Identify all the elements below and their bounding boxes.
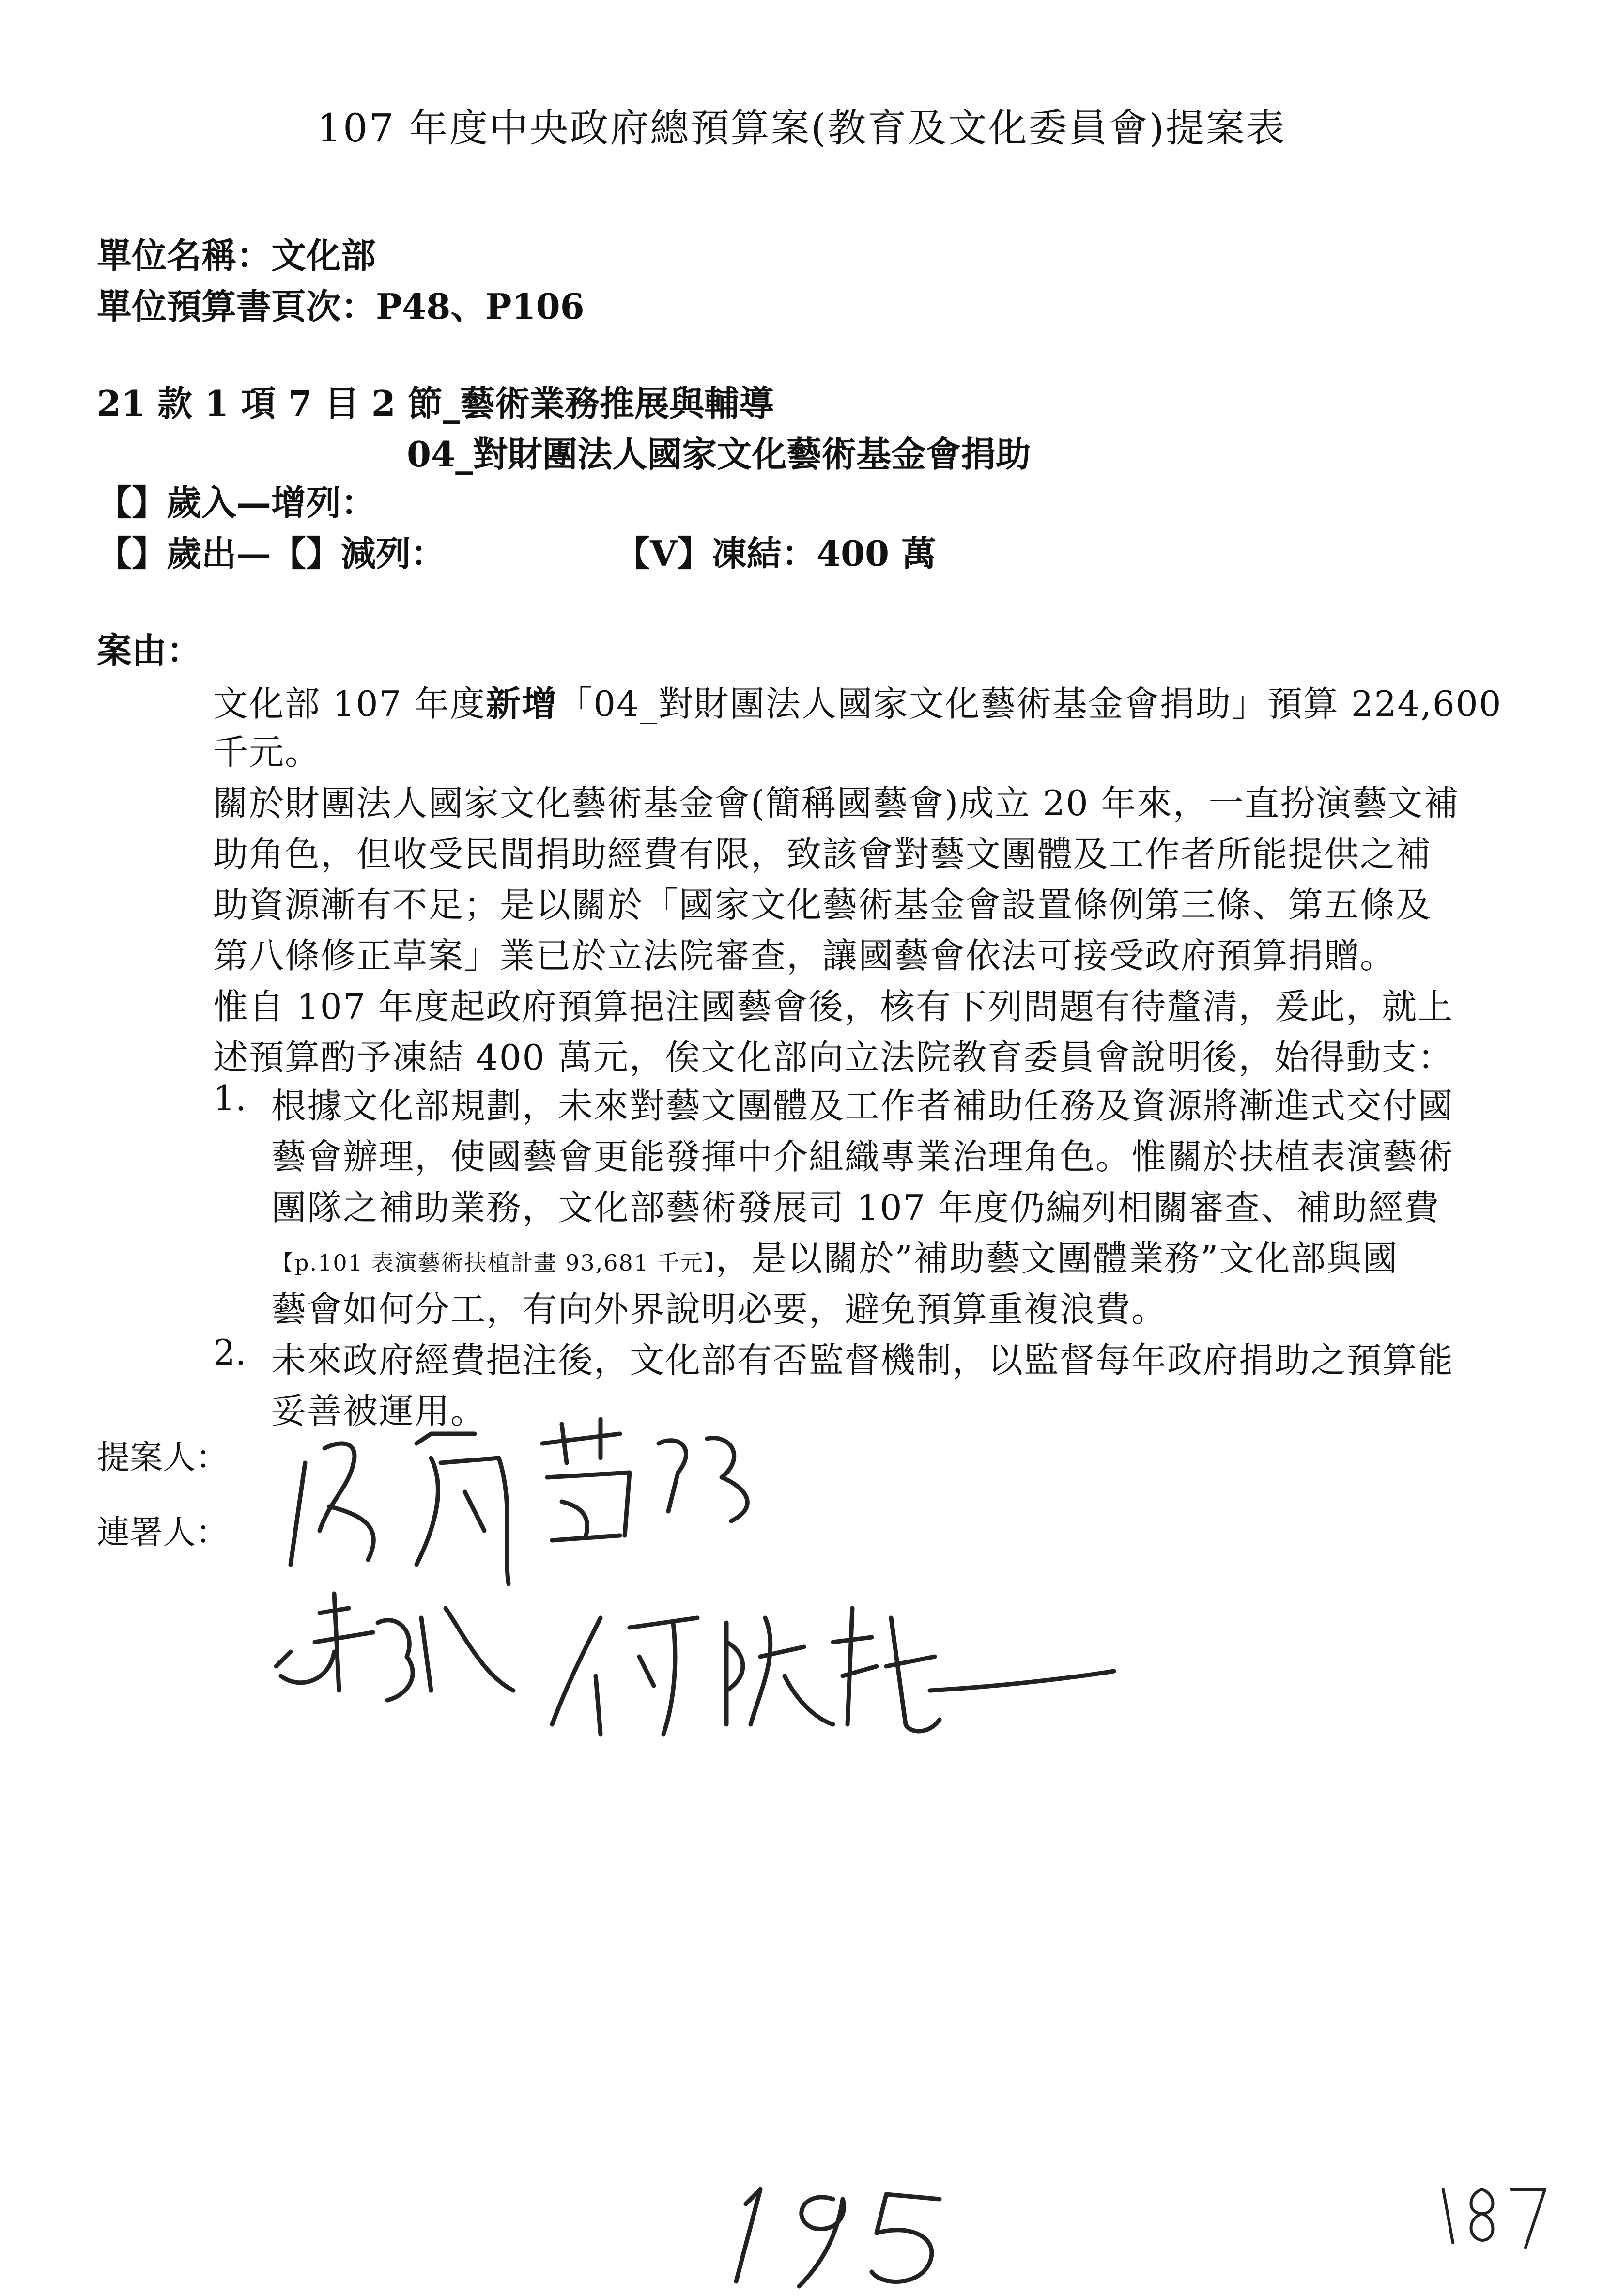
- para3-line: 述預算酌予凍結 400 萬元，俟文化部向立法院教育委員會說明後，始得動支：: [213, 1037, 1454, 1078]
- proposer-label: 提案人：: [97, 1439, 229, 1477]
- cosigner-label: 連署人：: [97, 1514, 229, 1552]
- unit-name: 單位名稱：文化部: [97, 235, 376, 276]
- budget-pages: 單位預算書頁次：P48、P106: [97, 286, 585, 327]
- para2-line: 第八條修正草案」業已於立法院審查，讓國藝會依法可接受政府預算捐贈。: [213, 935, 1396, 976]
- para3-line: 惟自 107 年度起政府預算挹注國藝會後，核有下列問題有待釐清，爰此，就上: [213, 986, 1454, 1027]
- cosigner-signatures: [262, 1579, 1133, 1753]
- section-line-1: 21 款 1 項 7 目 2 節_藝術業務推展與輔導: [97, 383, 774, 424]
- expense-line: 【】歲出—【】減列：: [97, 533, 446, 574]
- item-1-line: 團隊之補助業務，文化部藝術發展司 107 年度仍編列相關審查、補助經費: [271, 1187, 1440, 1228]
- para2-line: 關於財團法人國家文化藝術基金會(簡稱國藝會)成立 20 年來，一直扮演藝文補: [213, 783, 1460, 823]
- proposer-signature: [271, 1405, 804, 1589]
- handwritten-page-number: [726, 2170, 969, 2296]
- item-1-note-post: ，是以關於”補助藝文團體業務”文化部與國: [715, 1238, 1399, 1279]
- item-2-line: 妥善被運用。: [271, 1391, 487, 1431]
- section-line-2: 04_對財團法人國家文化藝術基金會捐助: [407, 434, 1031, 475]
- para2-line: 助角色，但收受民間捐助經費有限，致該會對藝文團體及工作者所能提供之補: [213, 834, 1432, 874]
- item-2-number: 2.: [213, 1332, 247, 1373]
- item-1-number: 1.: [213, 1078, 247, 1118]
- freeze-line: 【V】凍結：400 萬: [615, 533, 937, 574]
- item-1-line-note: [271, 1230, 1398, 1281]
- revenue-line: 【】歲入—增列：: [97, 482, 376, 523]
- para1-text-bold: 新增: [486, 683, 558, 724]
- item-1-line: 藝會如何分工，有向外界說明必要，避免預算重複浪費。: [271, 1289, 1168, 1330]
- reason-label: 案由：: [97, 630, 202, 671]
- para1-text-post: 「04_對財團法人國家文化藝術基金會捐助」預算 224,600: [557, 683, 1502, 724]
- item-1-line: 藝會辦理，使國藝會更能發揮中介組織專業治理角色。惟關於扶植表演藝術: [271, 1136, 1454, 1177]
- item-2-line: 未來政府經費挹注後，文化部有否監督機制，以監督每年政府捐助之預算能: [271, 1340, 1454, 1381]
- handwritten-corner-number: [1433, 2170, 1559, 2252]
- para1-line2: 千元。: [213, 732, 321, 773]
- item-1-budget-note: 【p.101 表演藝術扶植計畫 93,681 千元】: [271, 1250, 716, 1276]
- document-title: 107 年度中央政府總預算案(教育及文化委員會)提案表: [317, 106, 1286, 151]
- para2-line: 助資源漸有不足；是以關於「國家文化藝術基金會設置條例第三條、第五條及: [213, 884, 1432, 925]
- para1-text-pre: 文化部 107 年度: [213, 683, 486, 724]
- para1-line1: [213, 676, 1502, 726]
- item-1-line: 根據文化部規劃，未來對藝文團體及工作者補助任務及資源將漸進式交付國: [271, 1086, 1454, 1126]
